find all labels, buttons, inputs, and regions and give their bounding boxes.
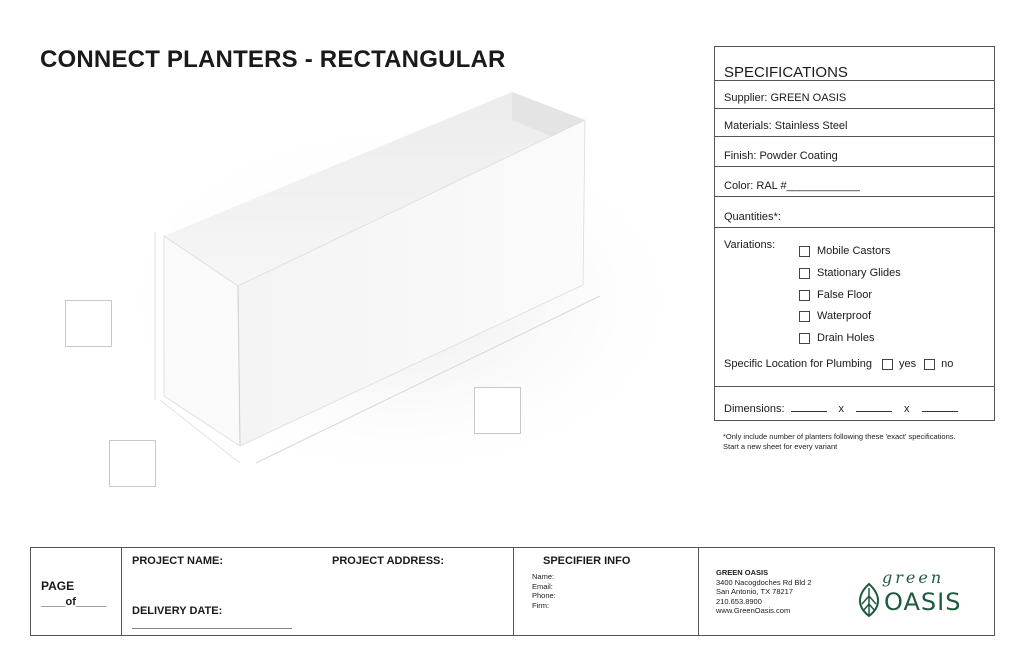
dimensions-label: Dimensions: [724, 403, 785, 415]
variation-stationary-glides[interactable] [799, 267, 901, 279]
width-dimension-box[interactable] [109, 440, 156, 487]
quantities-footnote: *Only include number of planters following these 'exact' specifications. Start a new sheet for every variant [723, 432, 956, 451]
plumbing-yes-label: yes [898, 358, 917, 370]
spec-materials: Materials: Stainless Steel [724, 120, 848, 132]
green-oasis-logo [852, 568, 984, 622]
variation-mobile-castors[interactable] [799, 245, 890, 257]
spec-color-row[interactable] [715, 167, 994, 197]
specifier-name-field[interactable]: Name: [532, 572, 555, 581]
spec-supplier-row [715, 81, 994, 109]
page-title: CONNECT PLANTERS - RECTANGULAR [40, 46, 506, 73]
divider [714, 386, 995, 387]
company-address-1: 3400 Nacogdoches Rd Bld 2 [716, 577, 812, 587]
logo-oasis-text: OASIS [884, 588, 962, 616]
specifier-cell [514, 548, 699, 635]
delivery-date-label[interactable]: DELIVERY DATE: [132, 605, 223, 617]
project-address-label[interactable]: PROJECT ADDRESS: [332, 555, 445, 567]
spec-heading: SPECIFICATIONS [724, 64, 848, 81]
checkbox[interactable] [799, 246, 810, 257]
company-phone: 210.653.8900 [716, 596, 762, 606]
company-cell [699, 548, 996, 635]
plumbing-label: Specific Location for Plumbing [724, 358, 872, 370]
checkbox[interactable] [799, 290, 810, 301]
project-cell [122, 548, 514, 635]
page-label [41, 578, 106, 610]
company-address-2: San Antonio, TX 78217 [716, 587, 794, 596]
dimension-input-2[interactable] [856, 411, 892, 412]
specifier-email-field[interactable]: Email: [532, 581, 553, 591]
variation-label: Waterproof [817, 310, 872, 322]
spec-quantities-row[interactable] [715, 197, 994, 228]
plumbing-no-checkbox[interactable] [924, 359, 935, 370]
delivery-date-line[interactable] [132, 628, 292, 629]
spec-color: Color: RAL #____________ [724, 180, 860, 192]
spec-finish-row [715, 137, 994, 167]
spec-variations-label: Variations: [724, 239, 776, 251]
spec-heading-row [715, 47, 994, 81]
length-dimension-box[interactable] [474, 387, 521, 434]
plumbing-row [724, 358, 953, 370]
spec-materials-row [715, 109, 994, 137]
specifier-heading: SPECIFIER INFO [543, 555, 631, 567]
spec-supplier: Supplier: GREEN OASIS [724, 92, 847, 104]
variation-label: Stationary Glides [817, 267, 901, 279]
height-dimension-box[interactable] [65, 300, 112, 347]
variation-label: Drain Holes [817, 332, 875, 344]
specifier-phone-field[interactable]: Phone: [532, 591, 556, 600]
logo-green-text: green [882, 568, 945, 587]
title-block [30, 547, 995, 636]
plumbing-yes-checkbox[interactable] [882, 359, 893, 370]
specifier-firm-field[interactable]: Firm: [532, 600, 550, 610]
checkbox[interactable] [799, 268, 810, 279]
variation-label: False Floor [817, 289, 873, 301]
variation-label: Mobile Castors [817, 245, 891, 257]
dimension-separator: x [904, 403, 910, 415]
company-website[interactable]: www.GreenOasis.com [716, 606, 791, 615]
spec-quantities: Quantities*: [724, 211, 781, 223]
dimension-separator: x [838, 403, 845, 415]
company-info [716, 568, 811, 616]
page-of-text[interactable]: ____of_____ [41, 596, 107, 608]
specifier-fields [532, 572, 556, 610]
leaf-icon [852, 582, 886, 618]
specifications-panel [714, 46, 995, 421]
variation-false-floor[interactable] [799, 289, 872, 301]
page-text: PAGE [41, 579, 75, 593]
checkbox[interactable] [799, 311, 810, 322]
page-cell [31, 548, 122, 635]
spec-finish: Finish: Powder Coating [724, 150, 838, 162]
project-name-label[interactable]: PROJECT NAME: [132, 555, 224, 567]
variation-drain-holes[interactable] [799, 332, 874, 344]
dimension-input-1[interactable] [791, 411, 827, 412]
variation-waterproof[interactable] [799, 310, 871, 322]
plumbing-no-label: no [941, 358, 954, 370]
dimensions-row [724, 397, 958, 415]
checkbox[interactable] [799, 333, 810, 344]
company-name: GREEN OASIS [716, 568, 769, 577]
dimension-input-3[interactable] [922, 411, 958, 412]
